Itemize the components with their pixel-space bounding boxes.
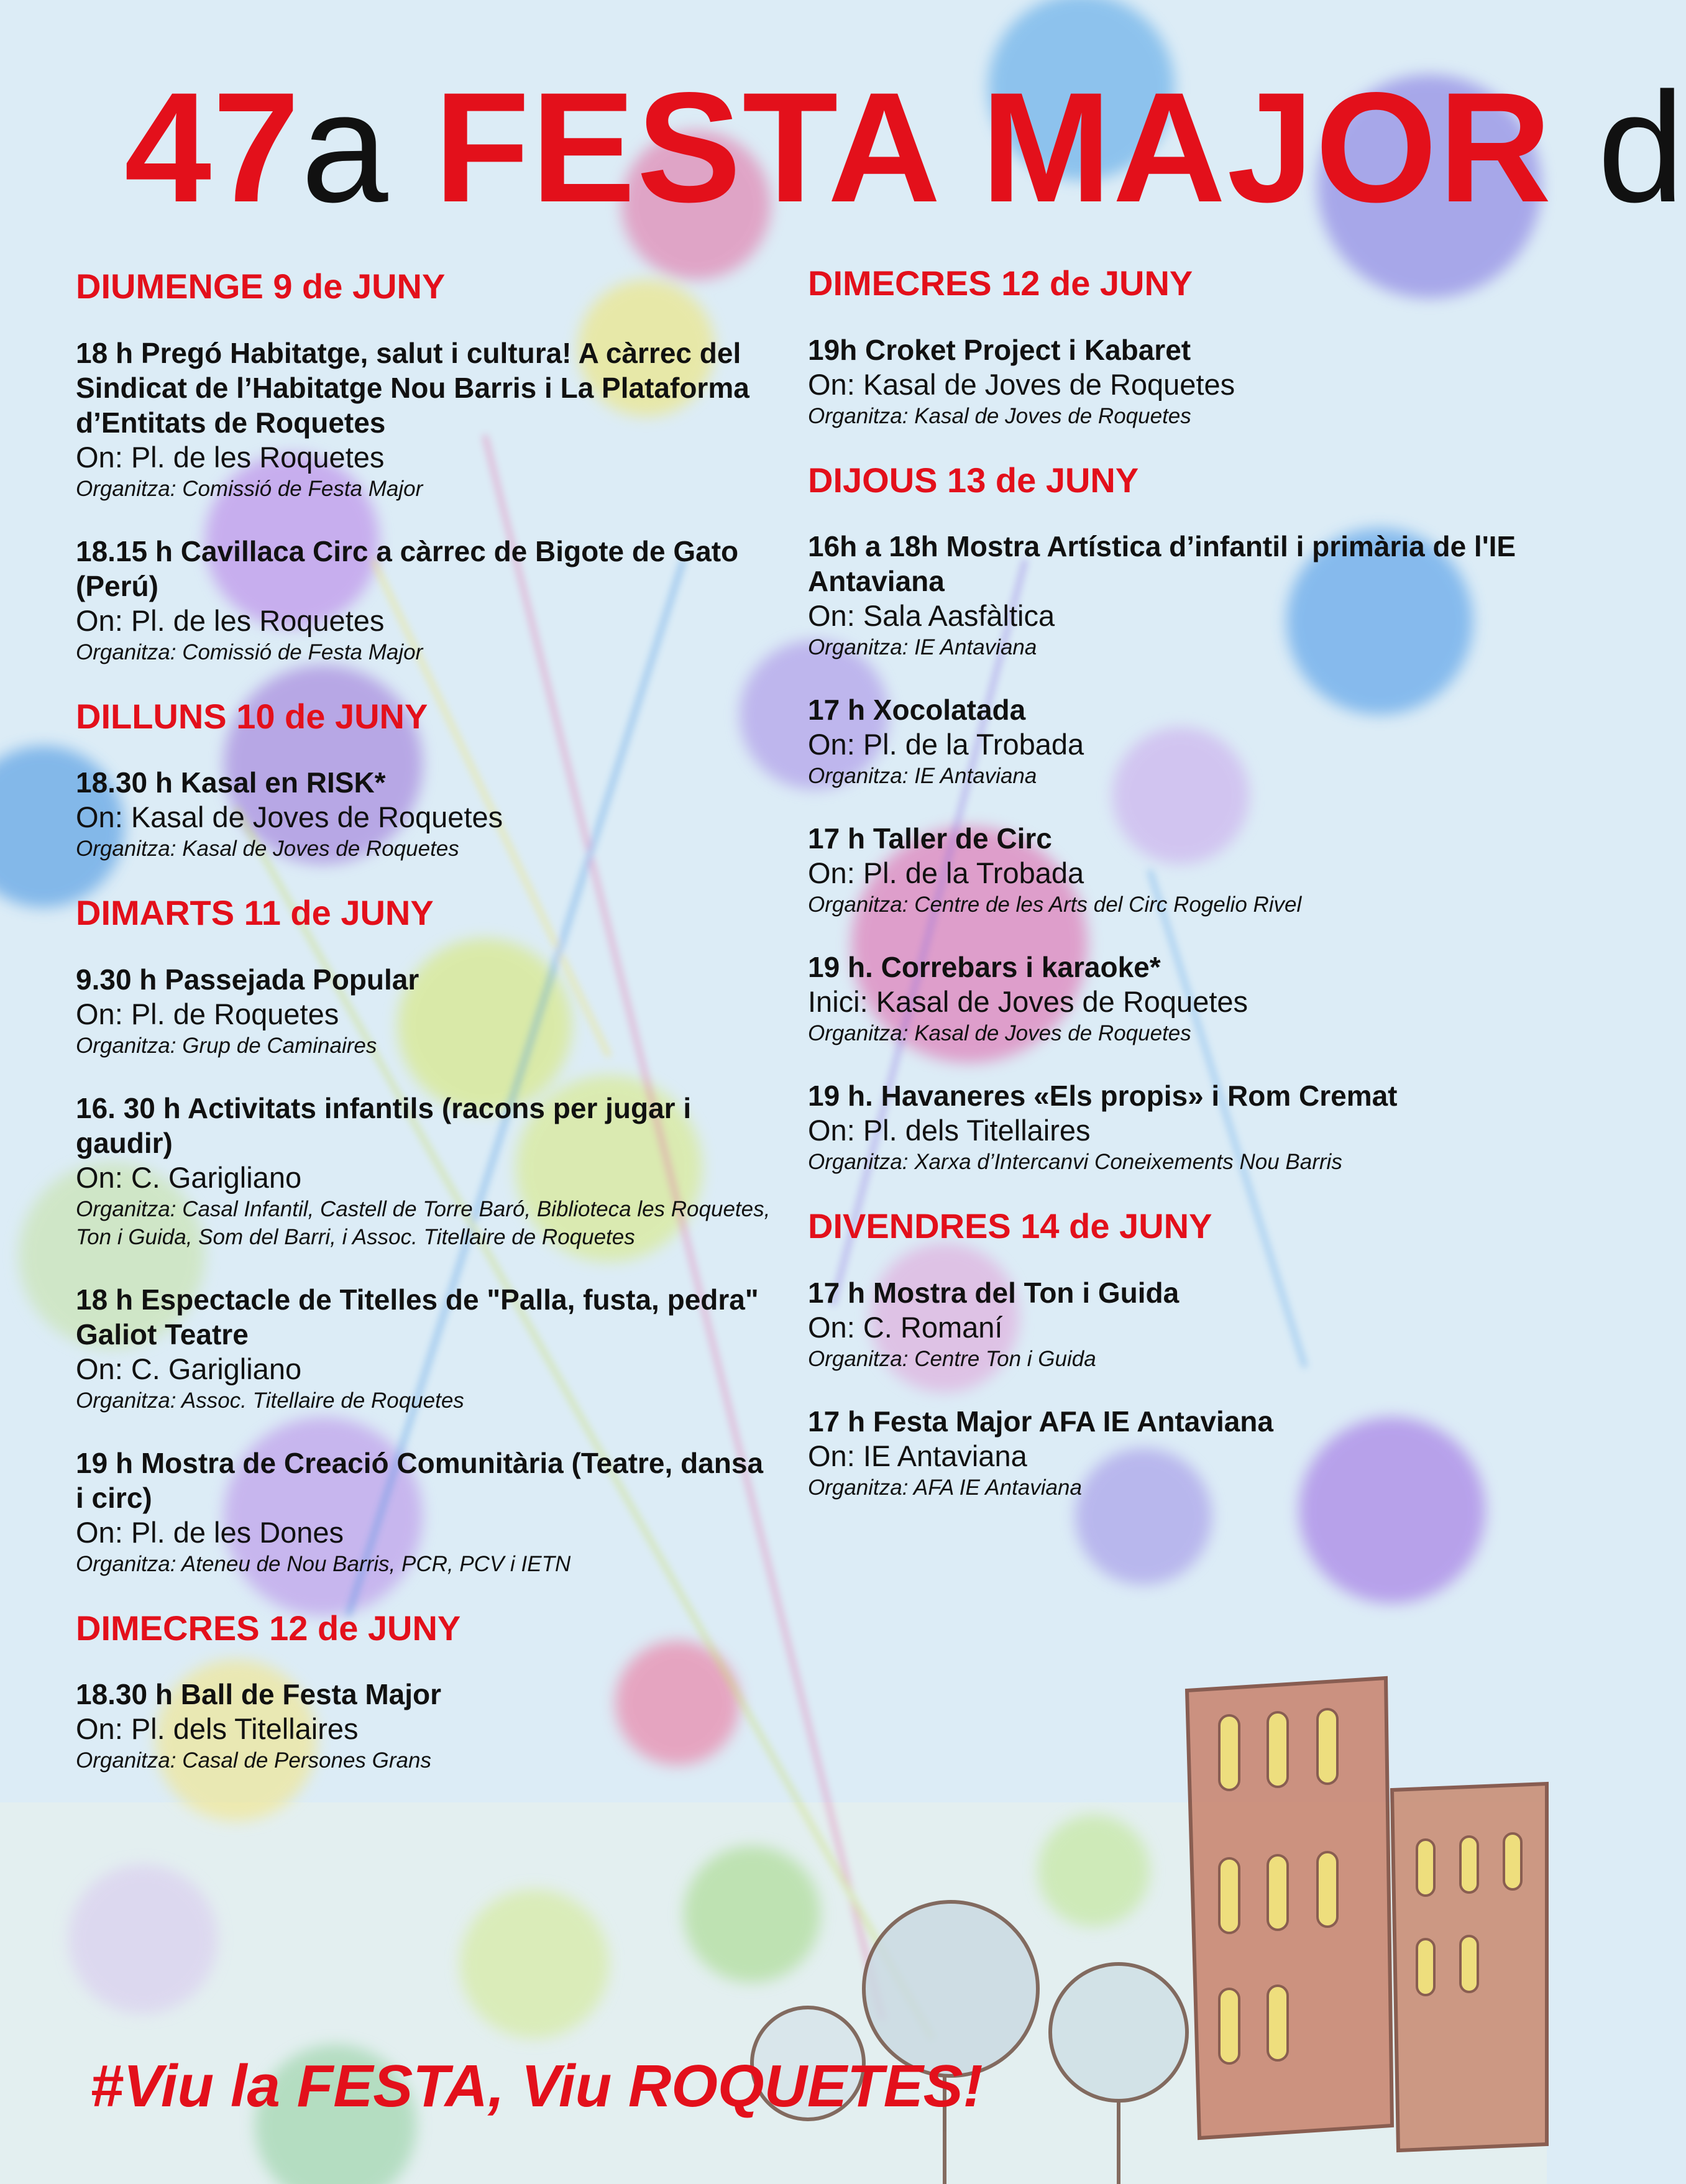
event-title: 19 h. Correbars i karaoke* <box>808 951 1161 984</box>
event-title: 9.30 h Passejada Popular <box>76 963 419 996</box>
day-section <box>76 1609 778 1775</box>
event-location: On: C. Garigliano <box>76 1352 302 1385</box>
event-organizer: Organitza: Comissió de Festa Major <box>76 640 423 664</box>
event-organizer: Organitza: Casal Infantil, Castell de Torre Baró, Biblioteca les Roquetes, Ton i Guida, Som del Barri, i Assoc. Titellaire de Roquetes <box>76 1196 771 1249</box>
event-item <box>76 1282 778 1415</box>
event-organizer: Organitza: Comissió de Festa Major <box>76 476 423 501</box>
event-title: 19 h. Havaneres «Els propis» i Rom Cremat <box>808 1080 1398 1113</box>
event-title: 17 h Xocolatada <box>808 694 1026 727</box>
day-heading: DIMARTS 11 de JUNY <box>76 893 434 933</box>
event-item <box>76 336 778 503</box>
event-item <box>76 962 778 1060</box>
event-title: 16. 30 h Activitats infantils (racons per jugar i gaudir) <box>76 1091 692 1159</box>
event-location: Inici: Kasal de Joves de Roquetes <box>808 985 1248 1019</box>
event-title: 18.30 h Ball de Festa Major <box>76 1678 442 1711</box>
program-right-column <box>808 264 1523 1533</box>
event-organizer: Organitza: Grup de Caminaires <box>76 1033 377 1058</box>
event-location: On: Pl. de la Trobada <box>808 856 1084 890</box>
event-organizer: Organitza: Centre de les Arts del Circ Rogelio Rivel <box>808 892 1302 917</box>
event-location: On: Pl. de Roquetes <box>76 997 339 1030</box>
event-item <box>76 765 778 863</box>
day-heading: DILLUNS 10 de JUNY <box>76 696 428 736</box>
event-title: 19h Croket Project i Kabaret <box>808 333 1191 366</box>
title-number: 47 <box>124 60 301 235</box>
event-location: On: IE Antaviana <box>808 1439 1027 1472</box>
title-main: FESTA MAJOR <box>434 60 1553 235</box>
event-title: 17 h Festa Major AFA IE Antaviana <box>808 1405 1273 1438</box>
day-section <box>808 461 1523 1177</box>
day-heading: DIJOUS 13 de JUNY <box>808 460 1139 500</box>
day-section <box>76 894 778 1578</box>
event-location: On: Pl. de la Trobada <box>808 728 1084 761</box>
event-organizer: Organitza: Ateneu de Nou Barris, PCR, PCV i IETN <box>76 1551 571 1576</box>
event-title: 17 h Taller de Circ <box>808 822 1052 855</box>
event-location: On: Pl. de les Dones <box>76 1515 344 1549</box>
day-section <box>76 697 778 863</box>
event-item <box>808 821 1523 919</box>
event-item <box>76 534 778 666</box>
event-organizer: Organitza: Kasal de Joves de Roquetes <box>808 403 1191 428</box>
event-item <box>808 1404 1523 1502</box>
event-title: 18 h Pregó Habitatge, salut i cultura! A càrrec del Sindicat de l’Habitatge Nou Barris i La Plataforma d’Entitats de Roquetes <box>76 336 749 439</box>
event-organizer: Organitza: IE Antaviana <box>808 764 1037 789</box>
event-item <box>808 1275 1523 1373</box>
event-location: On: Pl. de les Roquetes <box>76 440 385 474</box>
event-title: 18.30 h Kasal en RISK* <box>76 766 386 799</box>
slogan: #Viu la FESTA, Viu ROQUETES! <box>90 2053 983 2119</box>
day-heading: DIVENDRES 14 de JUNY <box>808 1206 1212 1246</box>
title-suffix: a <box>301 60 390 235</box>
event-organizer: Organitza: Kasal de Joves de Roquetes <box>76 837 459 861</box>
event-item <box>76 1091 778 1251</box>
event-organizer: Organitza: Casal de Persones Grans <box>76 1748 431 1773</box>
event-title: 17 h Mostra del Ton i Guida <box>808 1276 1180 1309</box>
day-section <box>76 267 778 666</box>
title-tail: d <box>1597 60 1686 235</box>
day-section <box>808 264 1523 430</box>
event-title: 18 h Espectacle de Titelles de "Palla, fusta, pedra" Galiot Teatre <box>76 1283 759 1351</box>
event-item <box>808 529 1523 661</box>
poster-title <box>124 60 1686 235</box>
event-organizer: Organitza: Assoc. Titellaire de Roquetes <box>76 1388 464 1413</box>
event-organizer: Organitza: Xarxa d’Intercanvi Coneixements Nou Barris <box>808 1150 1342 1175</box>
event-item <box>76 1677 778 1774</box>
event-organizer: Organitza: Centre Ton i Guida <box>808 1346 1096 1371</box>
day-section <box>808 1207 1523 1502</box>
event-location: On: C. Garigliano <box>76 1160 302 1194</box>
event-title: 16h a 18h Mostra Artística d’infantil i primària de l'IE Antaviana <box>808 530 1516 598</box>
program-left-column <box>76 267 778 1805</box>
event-location: On: Kasal de Joves de Roquetes <box>76 801 503 834</box>
event-location: On: Pl. dels Titellaires <box>76 1712 359 1746</box>
event-title: 19 h Mostra de Creació Comunitària (Teatre, dansa i circ) <box>76 1446 764 1514</box>
event-title: 18.15 h Cavillaca Circ a càrrec de Bigote de Gato (Perú) <box>76 535 739 602</box>
event-item <box>76 1446 778 1578</box>
event-location: On: Pl. dels Titellaires <box>808 1114 1091 1147</box>
day-heading: DIMECRES 12 de JUNY <box>76 1608 461 1648</box>
event-organizer: Organitza: IE Antaviana <box>808 635 1037 660</box>
event-organizer: Organitza: Kasal de Joves de Roquetes <box>808 1021 1191 1046</box>
day-heading: DIMECRES 12 de JUNY <box>808 264 1193 303</box>
event-item <box>808 1078 1523 1176</box>
event-location: On: C. Romaní <box>808 1310 1003 1344</box>
event-location: On: Kasal de Joves de Roquetes <box>808 367 1235 401</box>
event-item <box>808 950 1523 1047</box>
event-item <box>808 333 1523 430</box>
event-item <box>808 692 1523 790</box>
event-location: On: Sala Aasfàltica <box>808 599 1055 633</box>
event-location: On: Pl. de les Roquetes <box>76 603 385 637</box>
event-organizer: Organitza: AFA IE Antaviana <box>808 1475 1082 1500</box>
day-heading: DIUMENGE 9 de JUNY <box>76 267 446 306</box>
